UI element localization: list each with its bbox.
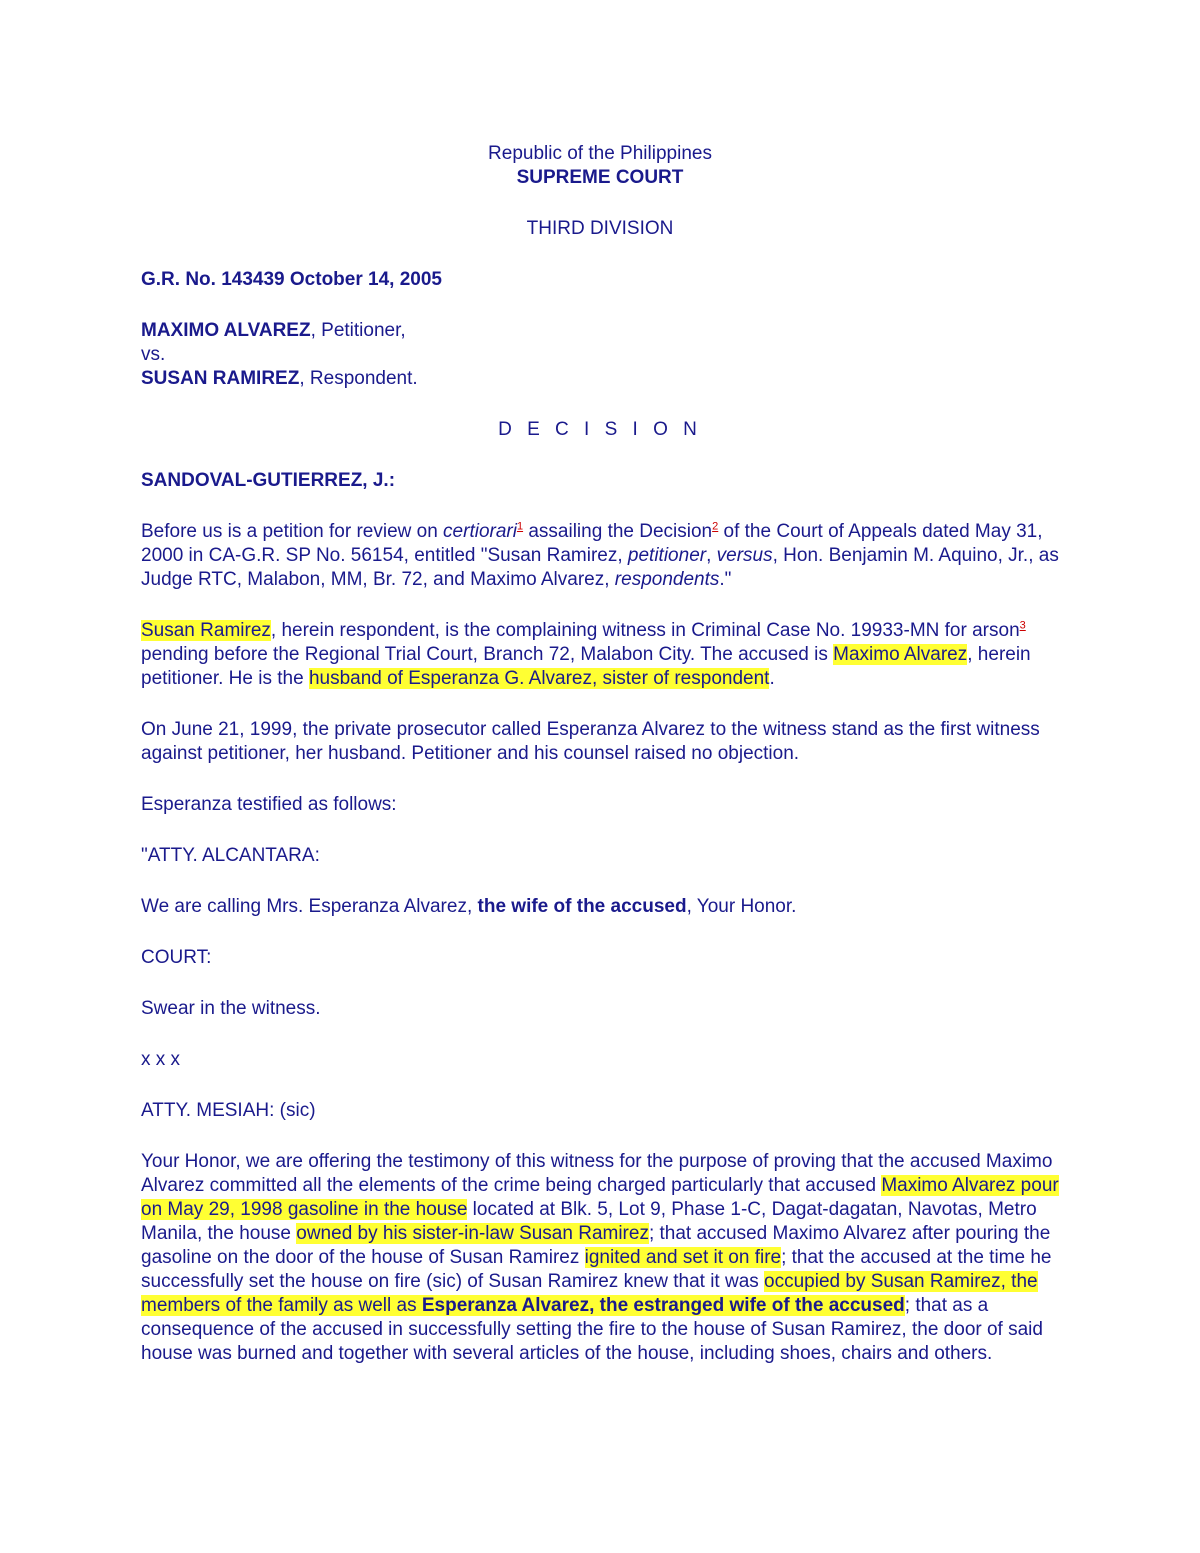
case-number: G.R. No. 143439 October 14, 2005 [141, 269, 442, 290]
footnote-link-2[interactable]: 2 [712, 520, 719, 533]
petitioner-line [141, 319, 1059, 343]
p11-text: ; that accused Maximo Alvarez after pouring the gasoline on the door of the house of Susan Ramirez [141, 1223, 1051, 1268]
division-line [141, 217, 1059, 241]
p2-text: , herein respondent, is the complaining witness in Criminal Case No. 19933-MN for arson [270, 620, 1020, 641]
p1-text: Before us is a petition for review on [141, 521, 444, 542]
paragraph-4: Esperanza testified as follows: [141, 794, 397, 815]
p11-text: located at Blk. 5, Lot 9, Phase 1-C, Dagat-dagatan, Navotas, Metro Manila, the house [141, 1199, 1037, 1244]
division-name: THIRD DIVISION [526, 218, 674, 239]
paragraph-6 [141, 895, 1059, 919]
paragraph-2 [141, 619, 1059, 691]
p1-respondents: respondents [614, 569, 720, 590]
versus-line: vs. [141, 344, 166, 365]
p2-text: , herein petitioner. He is the [141, 644, 1031, 689]
respondent-name: SUSAN RAMIREZ [141, 368, 300, 389]
document-body [141, 142, 1059, 1366]
paragraph-9: x x x [141, 1049, 181, 1070]
highlight-bold: Esperanza Alvarez, the estranged wife of the accused [421, 1295, 905, 1316]
decision-title: D E C I S I O N [498, 419, 702, 440]
highlight: ignited and set it on fire [584, 1247, 782, 1268]
p11-text: ; that as a consequence of the accused in successfully setting the fire to the house of Susan Ramirez, the door of said house was burned and together with several articles of the house, including shoes, chairs and others. [141, 1295, 1043, 1364]
p11-text: ; that the accused at the time he successfully set the house on fire (sic) of Susan Ramirez knew that it was [141, 1247, 1052, 1292]
highlight: Susan Ramirez [141, 620, 271, 641]
footnote-link-1[interactable]: 1 [516, 520, 524, 533]
highlight: Maximo Alvarez pour on May 29, 1998 gasoline in the house [141, 1175, 1059, 1220]
paragraph-11 [141, 1150, 1059, 1366]
court-header [141, 142, 1059, 190]
highlight: occupied by Susan Ramirez, the members of the family as well as [141, 1271, 1038, 1316]
petitioner-role: , Petitioner, [310, 320, 406, 341]
p2-text: pending before the Regional Trial Court, Branch 72, Malabon City. The accused is [141, 644, 834, 665]
highlight: husband of Esperanza G. Alvarez, sister of respondent [308, 668, 770, 689]
p6-bold: the wife of the accused [477, 896, 687, 917]
paragraph-1 [141, 520, 1059, 592]
p1-text: ." [719, 569, 732, 590]
ponente: SANDOVAL-GUTIERREZ, J.: [141, 470, 396, 491]
petitioner-name: MAXIMO ALVAREZ [141, 320, 311, 341]
paragraph-10: ATTY. MESIAH: (sic) [141, 1100, 316, 1121]
footnote-link-3[interactable]: 3 [1019, 619, 1026, 632]
paragraph-5: "ATTY. ALCANTARA: [141, 845, 320, 866]
p1-versus: versus [716, 545, 773, 566]
p11-text: Your Honor, we are offering the testimony of this witness for the purpose of proving that the accused Maximo Alvarez committed all the elements of the crime being charged particularly that accused [141, 1151, 1053, 1196]
highlight: Maximo Alvarez [833, 644, 968, 665]
case-parties [141, 319, 1059, 391]
court-name: SUPREME COURT [516, 167, 684, 188]
p1-text: , [706, 545, 717, 566]
respondent-line [141, 367, 1059, 391]
paragraph-3: On June 21, 1999, the private prosecutor called Esperanza Alvarez to the witness stand as the first witness against petitioner, her husband. Petitioner and his counsel raised no objection. [141, 719, 1040, 764]
p2-text: . [769, 668, 775, 689]
p6-text: We are calling Mrs. Esperanza Alvarez, [141, 896, 478, 917]
p1-text: of the Court of Appeals dated May 31, 2000 in CA-G.R. SP No. 56154, entitled "Susan Ramirez, [141, 521, 1043, 566]
respondent-role: , Respondent. [299, 368, 418, 389]
p1-petitioner: petitioner [627, 545, 707, 566]
p6-text: , Your Honor. [686, 896, 797, 917]
highlight: owned by his sister-in-law Susan Ramirez [296, 1223, 649, 1244]
p1-certiorari: certiorari [443, 521, 517, 542]
paragraph-8: Swear in the witness. [141, 998, 321, 1019]
p1-text: , Hon. Benjamin M. Aquino, Jr., as Judge RTC, Malabon, MM, Br. 72, and Maximo Alvarez, [141, 545, 1059, 590]
republic-line: Republic of the Philippines [488, 143, 712, 164]
p1-text: assailing the Decision [523, 521, 713, 542]
paragraph-7: COURT: [141, 947, 212, 968]
